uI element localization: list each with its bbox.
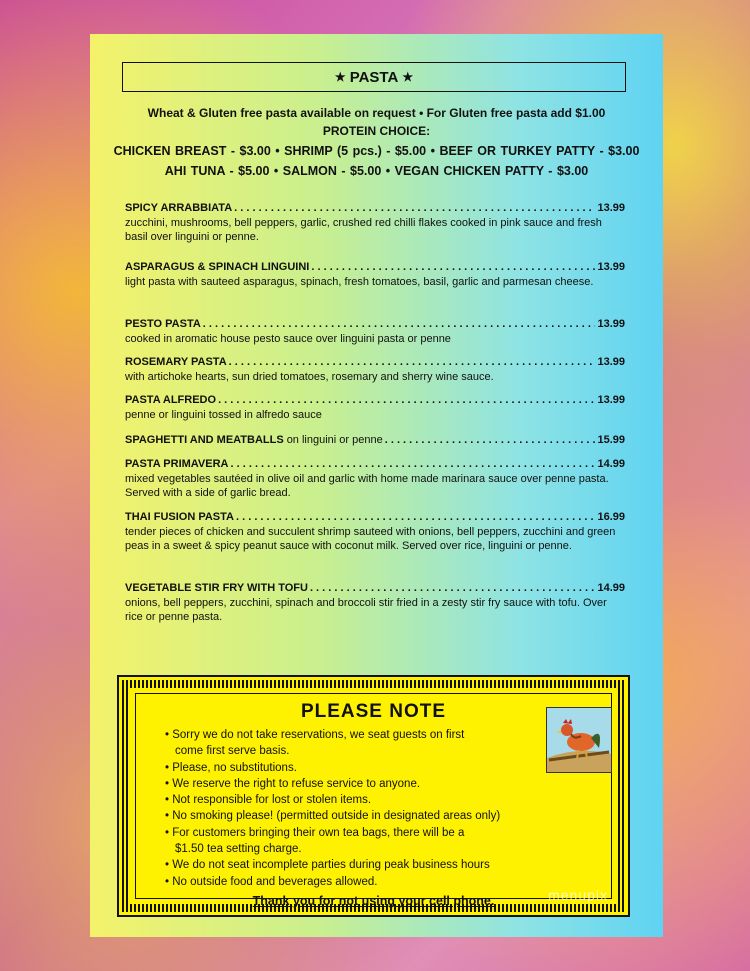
notice-title: PLEASE NOTE [300,701,447,722]
item-price: 16.99 [597,511,625,523]
item-description: penne or linguini tossed in alfredo sauce [125,409,322,421]
item-description: zucchini, mushrooms, bell peppers, garlic, crushed red chilli flakes cooked in pink sauce and fresh basil over linguini or penne. [125,217,602,243]
item-description: tender pieces of chicken and succulent shrimp sauteed with onions, bell peppers, zucchini and green peas in a sweet & spicy peanut sauce with coconut milk. Served over rice, linguini or penne. [125,526,616,552]
notice-item: • Please, no substitutions. [165,761,297,774]
star-icon: ★ [334,70,346,84]
cell-phone-notice: Thank you for not using your cell phone. [252,894,495,908]
item-price: 13.99 [597,318,625,330]
menu-item [125,202,625,244]
leader-dots [203,318,596,331]
item-description: light pasta with sauteed asparagus, spinach, fresh tomatoes, basil, garlic and parmesan cheese. [125,276,594,288]
item-name: PASTA PRIMAVERA [125,458,229,470]
menu-item [125,434,625,447]
leader-dots [311,261,595,274]
item-name: PASTA ALFREDO [125,394,217,406]
item-description: cooked in aromatic house pesto sauce over linguini pasta or penne [125,333,451,345]
item-description: with artichoke hearts, sun dried tomatoes, rosemary and sherry wine sauce. [125,371,494,383]
notice-item: • Not responsible for lost or stolen items. [165,794,372,807]
item-price: 13.99 [597,394,625,406]
leader-dots [231,458,596,471]
menu-panel [90,34,663,937]
section-title [122,62,626,92]
item-name: THAI FUSION PASTA [125,511,234,523]
gluten-free-note: Wheat & Gluten free pasta available on request • For Gluten free pasta add $1.00 [147,106,606,120]
leader-dots [218,394,595,407]
protein-choices-line-2: AHI TUNA - $5.00 • SALMON - $5.00 • VEGAN CHICKEN PATTY - $3.00 [164,164,589,178]
menu-item [125,318,625,346]
notice-item: • No smoking please! (permitted outside in designated areas only) [165,810,501,823]
leader-dots [385,434,596,447]
item-price: 13.99 [597,261,625,273]
item-price: 14.99 [597,458,625,470]
please-note-box [117,675,630,917]
item-name: SPICY ARRABBIATA [125,202,233,214]
item-name: SPAGHETTI AND MEATBALLS [125,434,284,446]
item-price: 15.99 [597,434,625,446]
menu-item [125,582,625,624]
item-price: 14.99 [597,582,625,594]
menu-item [125,261,625,289]
star-icon: ★ [402,70,414,84]
menu-item [125,356,625,384]
item-description: mixed vegetables sautéed in olive oil and garlic with home made marinara sauce over penne pasta. Served with a side of garlic bread. [125,473,609,499]
item-inline-note: on linguini or penne [286,434,383,446]
item-name: ASPARAGUS & SPINACH LINGUINI [125,261,310,273]
item-name: VEGETABLE STIR FRY WITH TOFU [125,582,308,594]
item-name: PESTO PASTA [125,318,201,330]
notice-item: • For customers bringing their own tea bags, there will be a $1.50 tea setting charge. [165,826,465,856]
item-price: 13.99 [597,202,625,214]
leader-dots [236,511,595,524]
notice-list [165,727,575,890]
watermark: menupix [548,887,608,903]
protein-choices-line-1: CHICKEN BREAST - $3.00 • SHRIMP (5 pcs.) - $5.00 • BEEF OR TURKEY PATTY - $3.00 [113,144,640,158]
notice-item: • We do not seat incomplete parties during peak business hours [165,859,490,872]
item-name: ROSEMARY PASTA [125,356,227,368]
leader-dots [229,356,596,369]
menu-item [125,511,625,553]
notice-item: • Sorry we do not take reservations, we seat guests on first come first serve basis. [165,729,465,758]
menu-item [125,458,625,500]
section-title-text: PASTA [349,68,399,86]
item-price: 13.99 [597,356,625,368]
notice-item: • No outside food and beverages allowed. [165,875,378,888]
notice-item: • We reserve the right to refuse service to anyone. [165,777,421,790]
protein-choice-heading: PROTEIN CHOICE: [322,124,431,138]
menu-item [125,394,625,422]
leader-dots [310,582,596,595]
leader-dots [234,202,595,215]
item-description: onions, bell peppers, zucchini, spinach and broccoli stir fried in a zesty stir fry sauce with tofu. Over rice or penne pasta. [125,597,607,623]
